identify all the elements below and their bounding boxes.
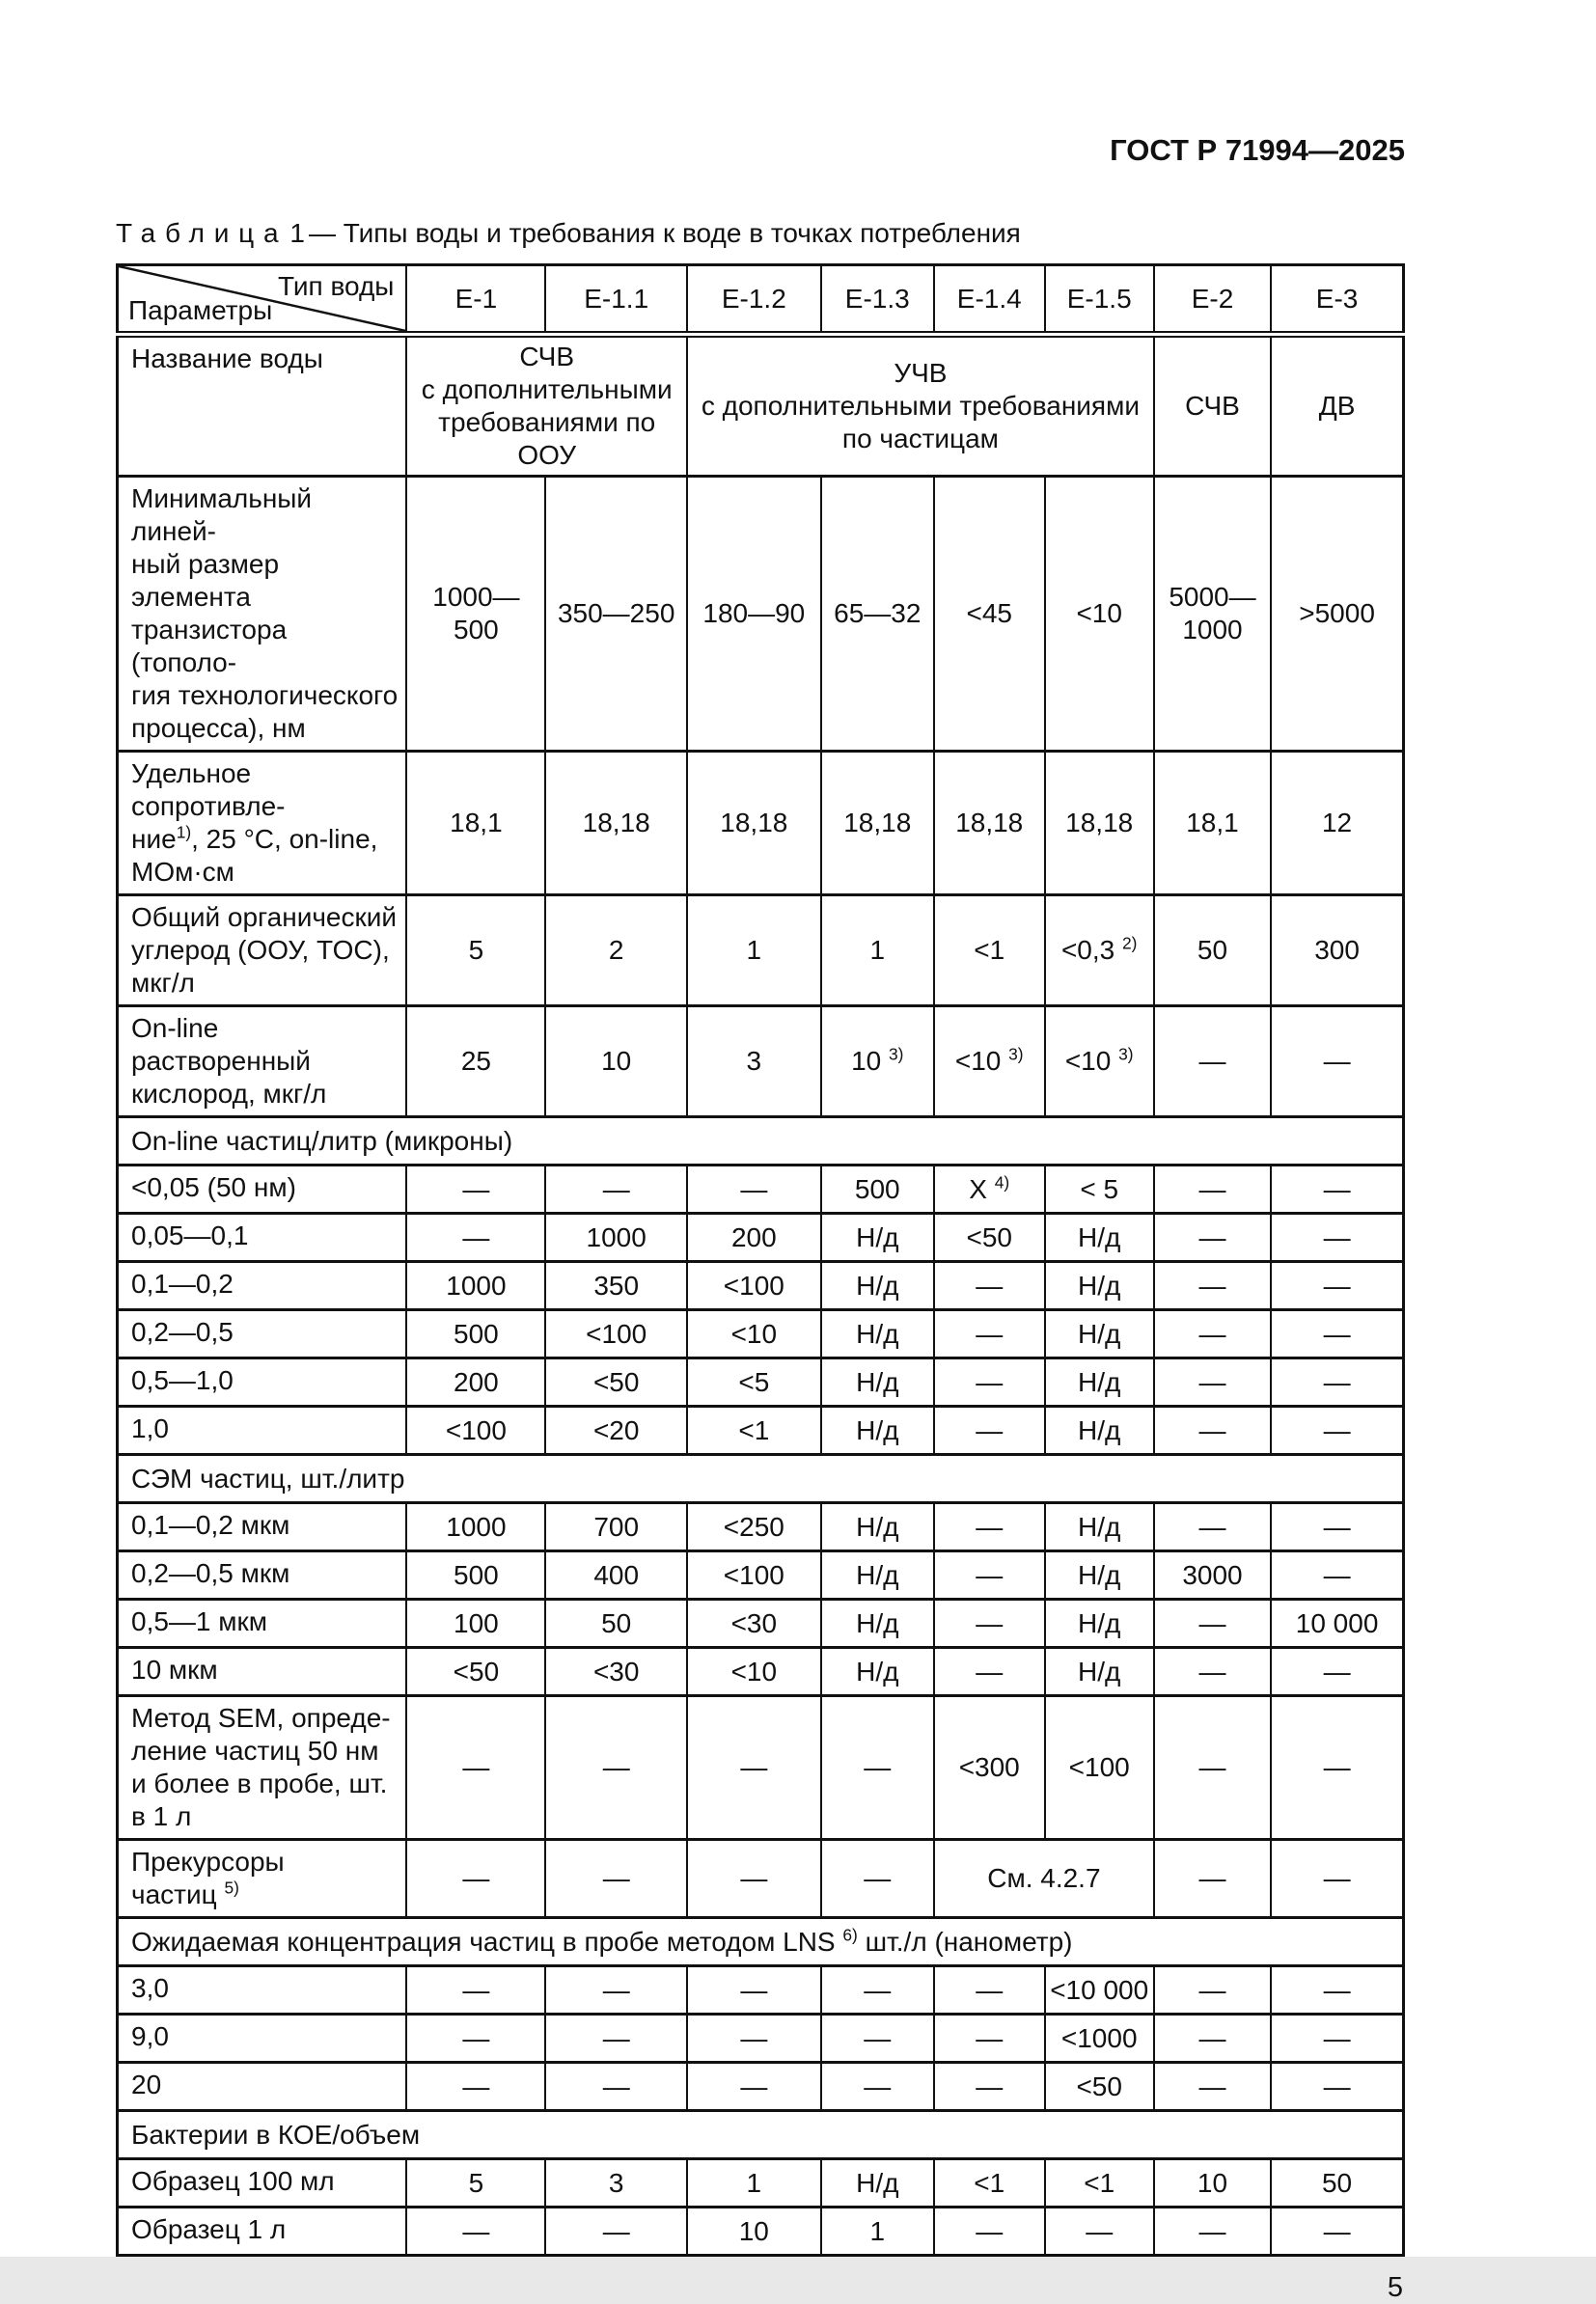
table-cell: — bbox=[687, 1966, 821, 2015]
table-cell: — bbox=[406, 1166, 545, 1214]
table-cell: — bbox=[1045, 2208, 1154, 2256]
footnote-marker: 5) bbox=[224, 1878, 239, 1898]
table-cell: — bbox=[1271, 1966, 1403, 2015]
table-cell: — bbox=[687, 1166, 821, 1214]
water-requirements-table bbox=[116, 263, 1405, 2257]
table-cell: <10 bbox=[687, 1648, 821, 1696]
table-cell: Н/д bbox=[821, 1310, 934, 1358]
caption-dash: — bbox=[308, 218, 336, 248]
section-row bbox=[118, 1455, 1404, 1503]
column-header: Е-3 bbox=[1271, 265, 1403, 335]
table-cell: Н/д bbox=[821, 1214, 934, 1262]
table-cell: — bbox=[934, 2208, 1045, 2256]
table-row bbox=[118, 2063, 1404, 2111]
table-cell: 1000— 500 bbox=[406, 477, 545, 752]
table-cell: — bbox=[821, 1696, 934, 1840]
table-cell: — bbox=[545, 1696, 687, 1840]
table-cell: См. 4.2.7 bbox=[934, 1840, 1154, 1918]
table-cell: <10 bbox=[1045, 477, 1154, 752]
row-label: 0,1—0,2 bbox=[118, 1262, 407, 1310]
table-cell: 500 bbox=[406, 1310, 545, 1358]
table-cell: 50 bbox=[545, 1600, 687, 1648]
table-cell: <0,3 $^{2)}$ bbox=[1045, 895, 1154, 1006]
table-cell: — bbox=[1154, 1966, 1271, 2015]
doc-header: ГОСТ Р 71994—2025 bbox=[1110, 133, 1405, 167]
table-cell: — bbox=[1271, 2063, 1403, 2111]
table-cell: — bbox=[1154, 1358, 1271, 1407]
table-cell: — bbox=[821, 2015, 934, 2063]
table-cell: 350—250 bbox=[545, 477, 687, 752]
table-cell: — bbox=[406, 2015, 545, 2063]
table-cell: 3 bbox=[687, 1006, 821, 1117]
table-cell: 1 bbox=[687, 895, 821, 1006]
table-cell: — bbox=[934, 1600, 1045, 1648]
row-label: 20 bbox=[118, 2063, 407, 2111]
column-header: Е-2 bbox=[1154, 265, 1271, 335]
table-cell: <45 bbox=[934, 477, 1045, 752]
table-cell: <50 bbox=[406, 1648, 545, 1696]
table-cell: Н/д bbox=[1045, 1503, 1154, 1551]
table-cell: — bbox=[1154, 1407, 1271, 1455]
table-cell: <30 bbox=[687, 1600, 821, 1648]
table-cell: — bbox=[934, 1310, 1045, 1358]
table-cell: — bbox=[1154, 1840, 1271, 1918]
table-row bbox=[118, 1503, 1404, 1551]
corner-label-parameters: Параметры bbox=[128, 295, 273, 325]
footnote-marker: 4) bbox=[994, 1172, 1010, 1193]
table-cell: — bbox=[406, 1840, 545, 1918]
table-cell: 350 bbox=[545, 1262, 687, 1310]
table-cell: 65—32 bbox=[821, 477, 934, 752]
table-cell: — bbox=[406, 2063, 545, 2111]
table-cell: 5 bbox=[406, 895, 545, 1006]
table-cell: 18,18 bbox=[934, 752, 1045, 895]
table-cell: 25 bbox=[406, 1006, 545, 1117]
section-label: Бактерии в КОЕ/объем bbox=[118, 2111, 1404, 2159]
row-label: 0,05—0,1 bbox=[118, 1214, 407, 1262]
table-cell: — bbox=[1271, 2208, 1403, 2256]
table-cell: 5000—1000 bbox=[1154, 477, 1271, 752]
table-caption bbox=[116, 216, 1405, 251]
table-cell: — bbox=[687, 1696, 821, 1840]
row-label: Минимальный линей- ный размер элемента транзистора (тополо- гия технологического процесса), нм bbox=[118, 477, 407, 752]
column-header: Е-1 bbox=[406, 265, 545, 335]
table-cell: — bbox=[1271, 1262, 1403, 1310]
table-cell: — bbox=[545, 2208, 687, 2256]
column-header-row bbox=[118, 265, 1404, 335]
table-cell: 200 bbox=[687, 1214, 821, 1262]
table-cell: 180—90 bbox=[687, 477, 821, 752]
table-cell: Н/д bbox=[1045, 1310, 1154, 1358]
table-cell: <5 bbox=[687, 1358, 821, 1407]
table-cell: — bbox=[934, 2015, 1045, 2063]
table-row bbox=[118, 1551, 1404, 1600]
table-cell: — bbox=[934, 1648, 1045, 1696]
row-label: 0,2—0,5 мкм bbox=[118, 1551, 407, 1600]
table-cell: 3 bbox=[545, 2159, 687, 2208]
row-label: Удельное сопротивле- ние$^{1)}$, 25 °C, on-line, МОм·см bbox=[118, 752, 407, 895]
row-label: 3,0 bbox=[118, 1966, 407, 2015]
table-cell: <10 bbox=[687, 1310, 821, 1358]
table-cell: 10 000 bbox=[1271, 1600, 1403, 1648]
table-cell: 700 bbox=[545, 1503, 687, 1551]
table-cell: — bbox=[934, 2063, 1045, 2111]
table-cell: Н/д bbox=[1045, 1358, 1154, 1407]
table-row bbox=[118, 2159, 1404, 2208]
table-cell: — bbox=[1271, 1696, 1403, 1840]
table-cell: — bbox=[545, 1840, 687, 1918]
table-cell: — bbox=[1271, 1503, 1403, 1551]
table-cell: — bbox=[1154, 1696, 1271, 1840]
table-cell: — bbox=[1271, 2015, 1403, 2063]
row-label: Образец 1 л bbox=[118, 2208, 407, 2256]
footnote-marker: 1) bbox=[176, 822, 192, 842]
table-row bbox=[118, 335, 1404, 477]
table-cell: — bbox=[934, 1551, 1045, 1600]
table-cell: 18,18 bbox=[1045, 752, 1154, 895]
caption-number: 1 bbox=[289, 218, 305, 248]
table-cell: — bbox=[821, 1840, 934, 1918]
row-label: 9,0 bbox=[118, 2015, 407, 2063]
table-cell: Н/д bbox=[821, 1407, 934, 1455]
table-cell: Н/д bbox=[821, 2159, 934, 2208]
table-cell: <1 bbox=[934, 2159, 1045, 2208]
table-row bbox=[118, 2015, 1404, 2063]
row-label: Название воды bbox=[118, 335, 407, 477]
table-cell: — bbox=[1154, 2208, 1271, 2256]
table-row bbox=[118, 895, 1404, 1006]
table-row bbox=[118, 1840, 1404, 1918]
table-cell: 1 bbox=[821, 2208, 934, 2256]
table-cell: 10 bbox=[687, 2208, 821, 2256]
table-cell: — bbox=[1271, 1310, 1403, 1358]
table-body bbox=[118, 335, 1404, 2256]
table-cell: <100 bbox=[687, 1551, 821, 1600]
page-number: 5 bbox=[1387, 2272, 1403, 2303]
table-cell: 18,18 bbox=[545, 752, 687, 895]
row-label: 0,1—0,2 мкм bbox=[118, 1503, 407, 1551]
table-row bbox=[118, 1407, 1404, 1455]
table-cell: Н/д bbox=[821, 1262, 934, 1310]
table-row bbox=[118, 2208, 1404, 2256]
table-row bbox=[118, 477, 1404, 752]
row-label: 10 мкм bbox=[118, 1648, 407, 1696]
table-cell: Н/д bbox=[1045, 1648, 1154, 1696]
section-label: Ожидаемая концентрация частиц в пробе методом LNS $^{6)}$ шт./л (нанометр) bbox=[118, 1918, 1404, 1966]
table-cell: 2 bbox=[545, 895, 687, 1006]
table-cell: Н/д bbox=[1045, 1262, 1154, 1310]
footnote-marker: 3) bbox=[1118, 1044, 1134, 1064]
table-row bbox=[118, 1648, 1404, 1696]
table-cell: — bbox=[934, 1262, 1045, 1310]
table-cell: <50 bbox=[545, 1358, 687, 1407]
table-cell: <250 bbox=[687, 1503, 821, 1551]
table-cell: — bbox=[545, 2063, 687, 2111]
table-cell: <100 bbox=[406, 1407, 545, 1455]
caption-label: Таблица bbox=[116, 218, 289, 248]
table-cell: Н/д bbox=[821, 1600, 934, 1648]
table-cell: <10 $^{3)}$ bbox=[1045, 1006, 1154, 1117]
table-cell: — bbox=[1154, 2015, 1271, 2063]
table-cell: — bbox=[1271, 1006, 1403, 1117]
footnote-marker: 3) bbox=[889, 1044, 904, 1064]
row-label: 0,5—1,0 bbox=[118, 1358, 407, 1407]
table-cell: 3000 bbox=[1154, 1551, 1271, 1600]
table-cell: Н/д bbox=[821, 1358, 934, 1407]
table-cell: — bbox=[687, 2015, 821, 2063]
table-cell: — bbox=[1154, 1648, 1271, 1696]
table-cell: <50 bbox=[1045, 2063, 1154, 2111]
table-cell: — bbox=[1271, 1840, 1403, 1918]
table-cell: — bbox=[545, 1966, 687, 2015]
table-row bbox=[118, 1358, 1404, 1407]
section-row bbox=[118, 1918, 1404, 1966]
table-cell: 18,1 bbox=[406, 752, 545, 895]
table-cell: Н/д bbox=[821, 1648, 934, 1696]
table-row bbox=[118, 1600, 1404, 1648]
table-cell: 1000 bbox=[545, 1214, 687, 1262]
table-cell: Н/д bbox=[821, 1551, 934, 1600]
table-cell: — bbox=[1154, 1503, 1271, 1551]
table-cell: <1 bbox=[1045, 2159, 1154, 2208]
table-cell: — bbox=[406, 1696, 545, 1840]
table-cell: — bbox=[545, 2015, 687, 2063]
table-cell: — bbox=[934, 1966, 1045, 2015]
table-cell: — bbox=[406, 1966, 545, 2015]
table-cell: — bbox=[1154, 1166, 1271, 1214]
table-cell: 18,18 bbox=[821, 752, 934, 895]
row-label: On-line растворенный кислород, мкг/л bbox=[118, 1006, 407, 1117]
section-label: On-line частиц/литр (микроны) bbox=[118, 1117, 1404, 1166]
table-row bbox=[118, 1310, 1404, 1358]
table-cell: <20 bbox=[545, 1407, 687, 1455]
row-label: Прекурсоры частиц $^{5)}$ bbox=[118, 1840, 407, 1918]
section-label: СЭМ частиц, шт./литр bbox=[118, 1455, 1404, 1503]
table-cell: Н/д bbox=[1045, 1600, 1154, 1648]
table-cell: — bbox=[1154, 1310, 1271, 1358]
section-row bbox=[118, 1117, 1404, 1166]
table-cell: — bbox=[687, 1840, 821, 1918]
table-cell: 50 bbox=[1271, 2159, 1403, 2208]
column-header: Е-1.1 bbox=[545, 265, 687, 335]
table-cell: 100 bbox=[406, 1600, 545, 1648]
table-cell: <10 000 bbox=[1045, 1966, 1154, 2015]
table-cell: — bbox=[545, 1166, 687, 1214]
table-row bbox=[118, 1262, 1404, 1310]
table-row bbox=[118, 1214, 1404, 1262]
table-cell: — bbox=[1154, 1214, 1271, 1262]
table-row bbox=[118, 1696, 1404, 1840]
footnote-marker: 3) bbox=[1008, 1044, 1024, 1064]
table-cell: — bbox=[1271, 1358, 1403, 1407]
table-row bbox=[118, 1166, 1404, 1214]
column-header: Е-1.3 bbox=[821, 265, 934, 335]
table-cell: — bbox=[821, 2063, 934, 2111]
column-header: Е-1.5 bbox=[1045, 265, 1154, 335]
table-cell: < 5 bbox=[1045, 1166, 1154, 1214]
corner-label-water-type: Тип воды bbox=[277, 271, 395, 301]
row-label: Образец 100 мл bbox=[118, 2159, 407, 2208]
table-cell: — bbox=[1271, 1166, 1403, 1214]
row-label: <0,05 (50 нм) bbox=[118, 1166, 407, 1214]
table-cell: Н/д bbox=[821, 1503, 934, 1551]
table-cell: 1 bbox=[687, 2159, 821, 2208]
table-cell: Н/д bbox=[1045, 1551, 1154, 1600]
footnote-marker: 6) bbox=[842, 1925, 858, 1945]
column-header: Е-1.4 bbox=[934, 265, 1045, 335]
table-cell: 5 bbox=[406, 2159, 545, 2208]
table-cell: — bbox=[1271, 1214, 1403, 1262]
table-cell: 500 bbox=[821, 1166, 934, 1214]
row-label: 1,0 bbox=[118, 1407, 407, 1455]
table-cell: <1000 bbox=[1045, 2015, 1154, 2063]
table-cell: <50 bbox=[934, 1214, 1045, 1262]
table-cell: 18,18 bbox=[687, 752, 821, 895]
table-cell: ДВ bbox=[1271, 335, 1403, 477]
table-cell: — bbox=[1154, 1262, 1271, 1310]
table-cell: Н/д bbox=[1045, 1407, 1154, 1455]
page-content bbox=[116, 0, 1405, 2304]
table-cell: 300 bbox=[1271, 895, 1403, 1006]
table-cell: 50 bbox=[1154, 895, 1271, 1006]
table-cell: 10 bbox=[1154, 2159, 1271, 2208]
table-head bbox=[118, 265, 1404, 335]
caption-text: Типы воды и требования к воде в точках потребления bbox=[343, 218, 1021, 248]
table-cell: — bbox=[934, 1358, 1045, 1407]
table-cell: — bbox=[1271, 1407, 1403, 1455]
table-row bbox=[118, 1006, 1404, 1117]
table-cell: 1 bbox=[821, 895, 934, 1006]
table-cell: <10 $^{3)}$ bbox=[934, 1006, 1045, 1117]
section-row bbox=[118, 2111, 1404, 2159]
row-label: Общий органический углерод (ООУ, TOC), мкг/л bbox=[118, 895, 407, 1006]
row-label: Метод SEM, опреде- ление частиц 50 нм и более в пробе, шт. в 1 л bbox=[118, 1696, 407, 1840]
table-cell: <30 bbox=[545, 1648, 687, 1696]
table-cell: — bbox=[1154, 1006, 1271, 1117]
table-cell: — bbox=[1154, 2063, 1271, 2111]
table-cell: <1 bbox=[934, 895, 1045, 1006]
corner-cell bbox=[118, 265, 407, 335]
table-cell: 400 bbox=[545, 1551, 687, 1600]
table-cell: — bbox=[1271, 1551, 1403, 1600]
table-cell: 200 bbox=[406, 1358, 545, 1407]
table-cell: 12 bbox=[1271, 752, 1403, 895]
column-header: Е-1.2 bbox=[687, 265, 821, 335]
table-cell: — bbox=[406, 2208, 545, 2256]
table-row bbox=[118, 752, 1404, 895]
footnote-marker: 2) bbox=[1122, 933, 1138, 953]
table-cell: 10 bbox=[545, 1006, 687, 1117]
table-cell: <100 bbox=[687, 1262, 821, 1310]
table-cell: >5000 bbox=[1271, 477, 1403, 752]
table-cell: <1 bbox=[687, 1407, 821, 1455]
table-cell: — bbox=[934, 1503, 1045, 1551]
table-cell: 10 $^{3)}$ bbox=[821, 1006, 934, 1117]
table-cell: — bbox=[687, 2063, 821, 2111]
row-label: 0,5—1 мкм bbox=[118, 1600, 407, 1648]
table-cell: 18,1 bbox=[1154, 752, 1271, 895]
table-cell: 500 bbox=[406, 1551, 545, 1600]
table-cell: — bbox=[1154, 1600, 1271, 1648]
table-cell: СЧВ bbox=[1154, 335, 1271, 477]
table-cell: X $^{4)}$ bbox=[934, 1166, 1045, 1214]
row-label: 0,2—0,5 bbox=[118, 1310, 407, 1358]
table-cell: — bbox=[1271, 1648, 1403, 1696]
table-cell: — bbox=[821, 1966, 934, 2015]
table-cell: СЧВ с дополнительными требованиями по ООУ bbox=[406, 335, 687, 477]
table-cell: — bbox=[406, 1214, 545, 1262]
table-cell: <100 bbox=[1045, 1696, 1154, 1840]
table-cell: 1000 bbox=[406, 1262, 545, 1310]
table-cell: Н/д bbox=[1045, 1214, 1154, 1262]
table-cell: <100 bbox=[545, 1310, 687, 1358]
table-cell: <300 bbox=[934, 1696, 1045, 1840]
table-cell: УЧВ с дополнительными требованиями по частицам bbox=[687, 335, 1154, 477]
table-row bbox=[118, 1966, 1404, 2015]
table-cell: — bbox=[934, 1407, 1045, 1455]
table-cell: 1000 bbox=[406, 1503, 545, 1551]
